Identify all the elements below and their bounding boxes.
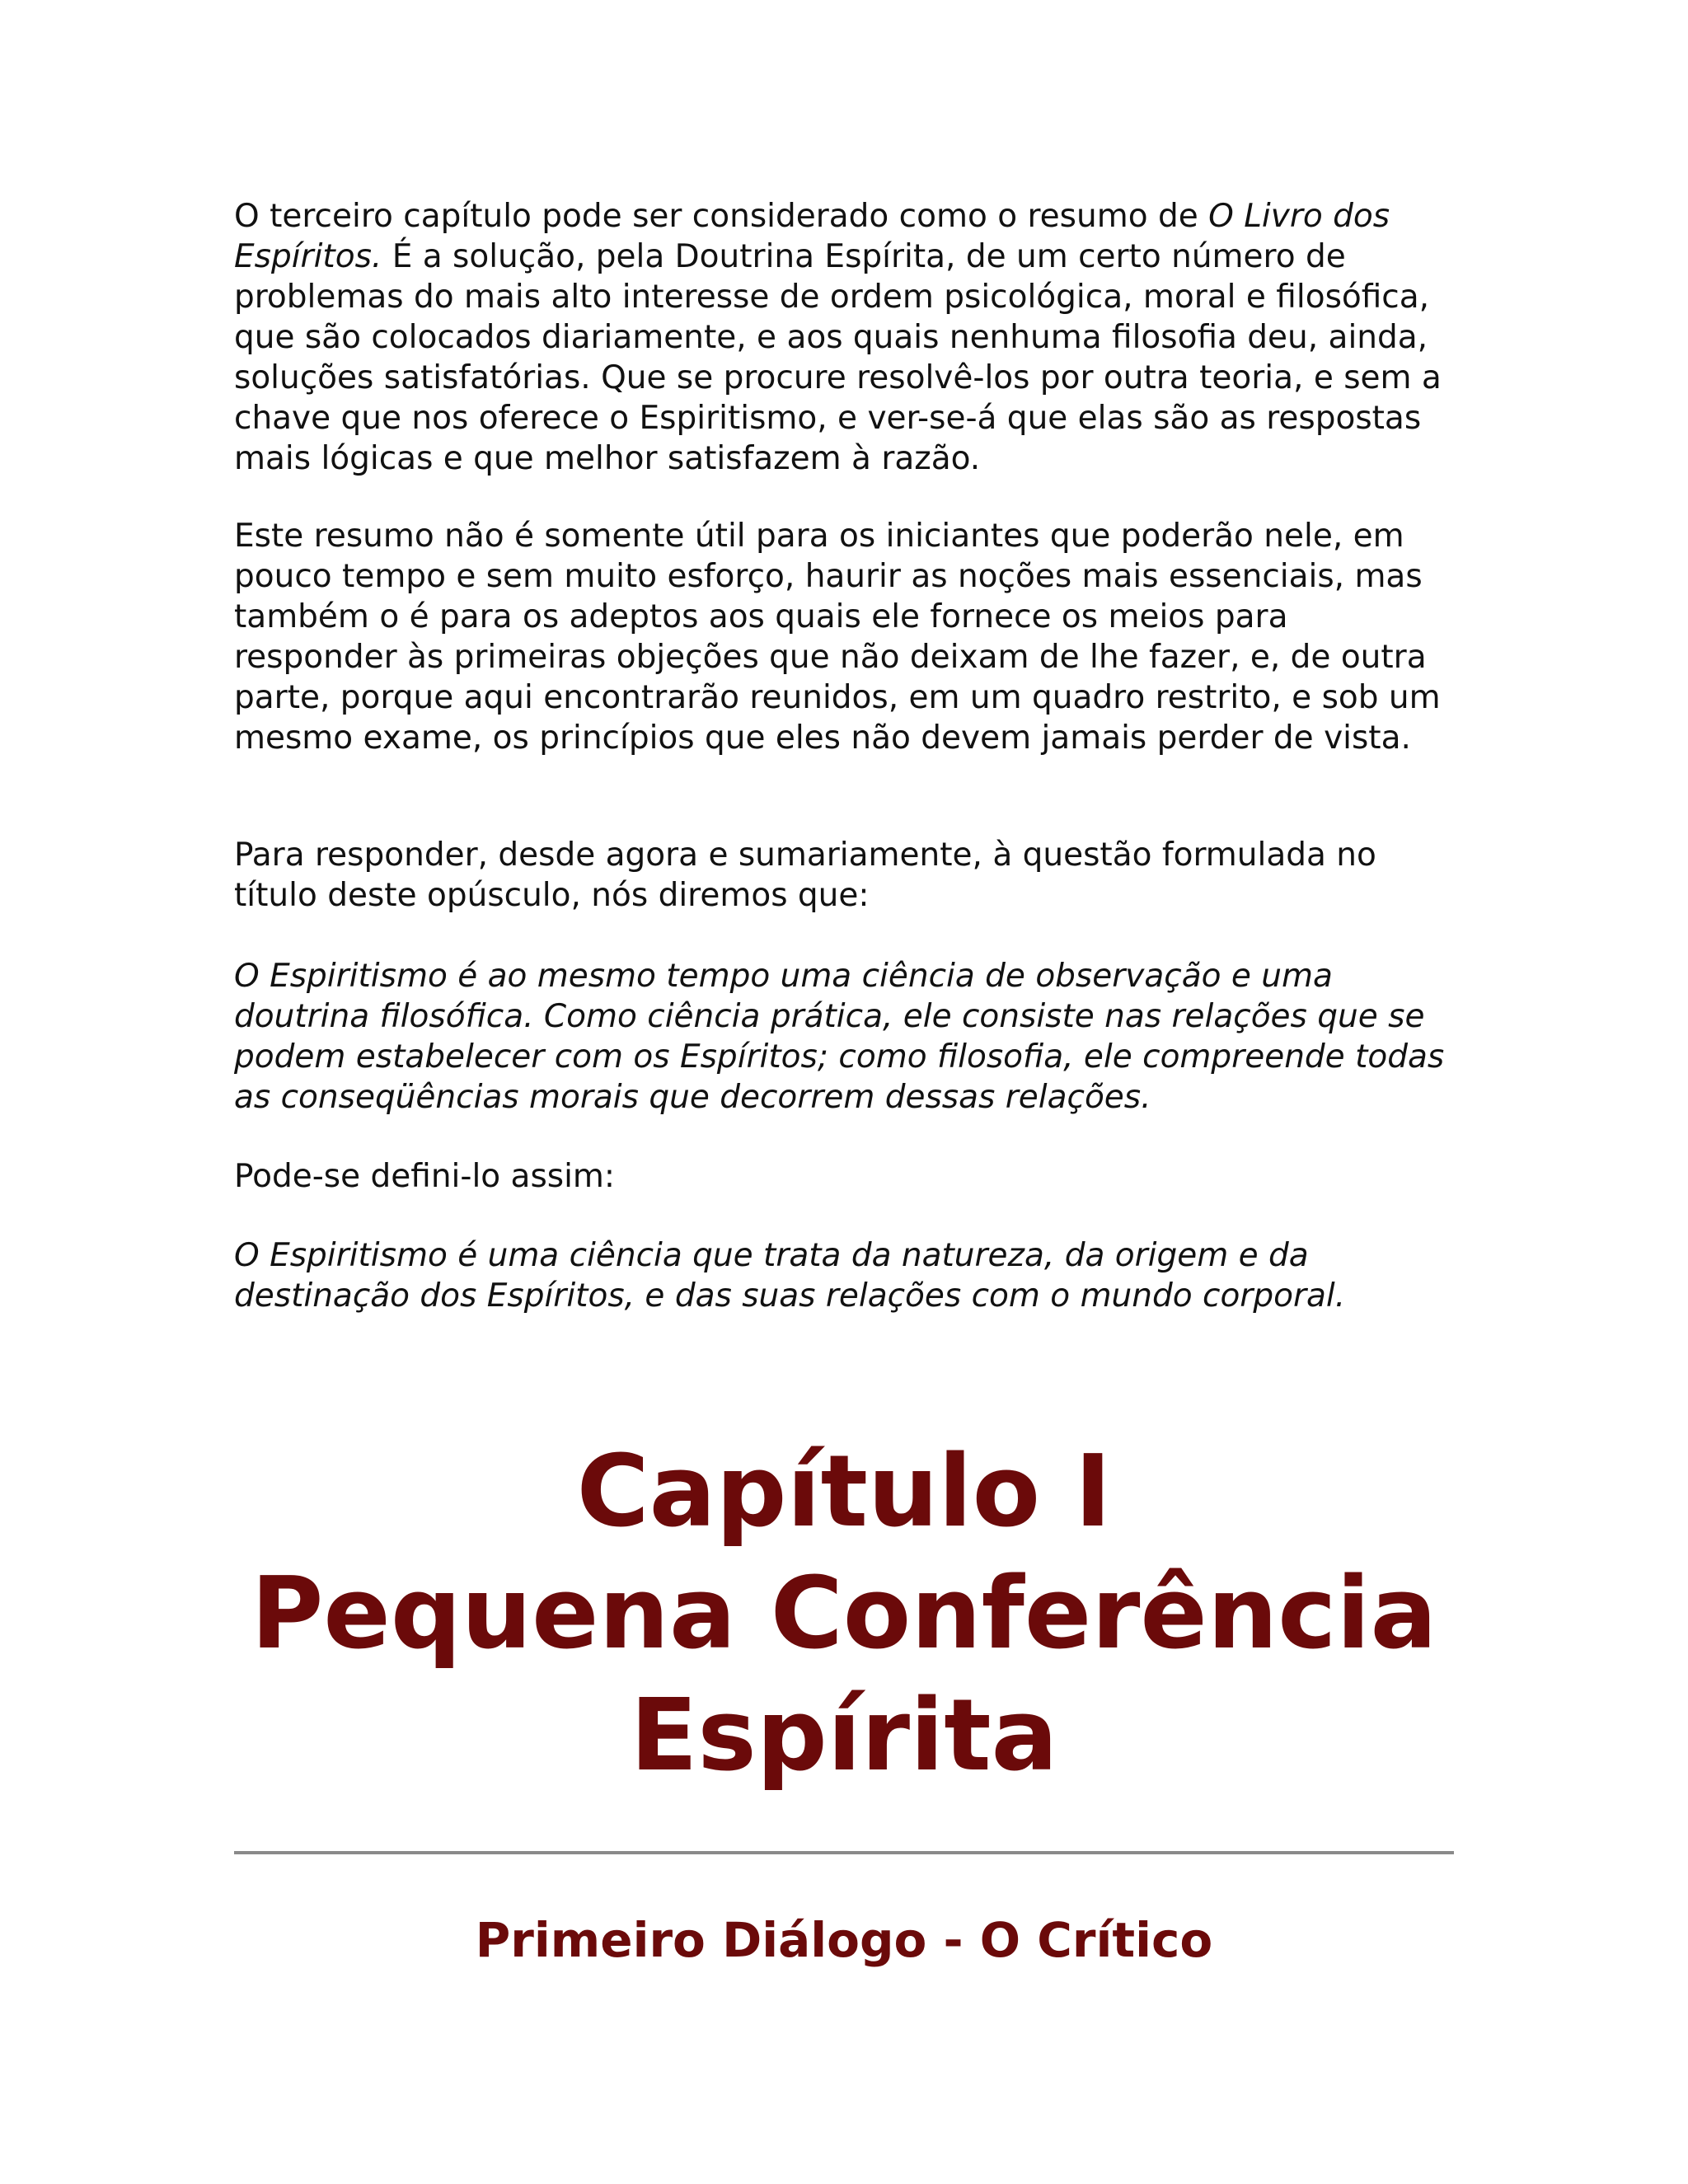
paragraph-intro-rest: É a solução, pela Doutrina Espírita, de um certo número de problemas do mais alto interesse de ordem psicológica, moral e filosófica, que são colocados diariamente, e aos quais nenhuma filosofia deu, ainda, soluções satisfatórias. Que se procure resolvê-los por outra teoria, e sem a chave que nos oferece o Espiritismo, e ver-se-á que elas são as respostas mais lógicas e que melhor satisfazem à razão. — [234, 238, 1442, 477]
chapter-number-heading: Capítulo I — [576, 1435, 1112, 1549]
paragraph-definition — [234, 1235, 1454, 1316]
paragraph-intro-lead: O terceiro capítulo pode ser considerado como o resumo de — [234, 198, 1209, 235]
definition-science-text: O Espiritismo é ao mesmo tempo uma ciência de observação e uma doutrina filosófica. Como ciência prática, ele consiste nas relações que se podem estabelecer com os Espíritos; como filosofia, ele compreende todas as conseqüências morais que decorrem dessas relações. — [234, 958, 1445, 1116]
horizontal-divider — [234, 1851, 1454, 1854]
chapter-title-line-2: Espírita — [630, 1679, 1058, 1793]
chapter-title-line-1: Pequena Conferência — [251, 1557, 1437, 1671]
paragraph-define-intro: Pode-se defini-lo assim: — [234, 1158, 616, 1195]
definition-text: O Espiritismo é uma ciência que trata da natureza, da origem e da destinação dos Espíritos, e das suas relações com o mundo corporal. — [234, 1237, 1346, 1315]
paragraph-summary: Este resumo não é somente útil para os iniciantes que poderão nele, em pouco tempo e sem muito esforço, haurir as noções mais essenciais, mas também o é para os adeptos aos quais ele fornece os meios para responder às primeiras objeções que não deixam de lhe fazer, e, de outra parte, porque aqui encontrarão reunidos, em um quadro restrito, e sob um mesmo exame, os princípios que eles não devem jamais perder de vista. — [234, 518, 1441, 757]
paragraph-definition-science — [234, 956, 1454, 1118]
paragraph-intro — [234, 196, 1454, 479]
section-subtitle: Primeiro Diálogo - O Crítico — [475, 1912, 1213, 1968]
paragraph-question: Para responder, desde agora e sumariamente, à questão formulada no título deste opúsculo, nós diremos que: — [234, 837, 1376, 914]
book-title: O Livro dos Espíritos. — [234, 198, 1390, 275]
